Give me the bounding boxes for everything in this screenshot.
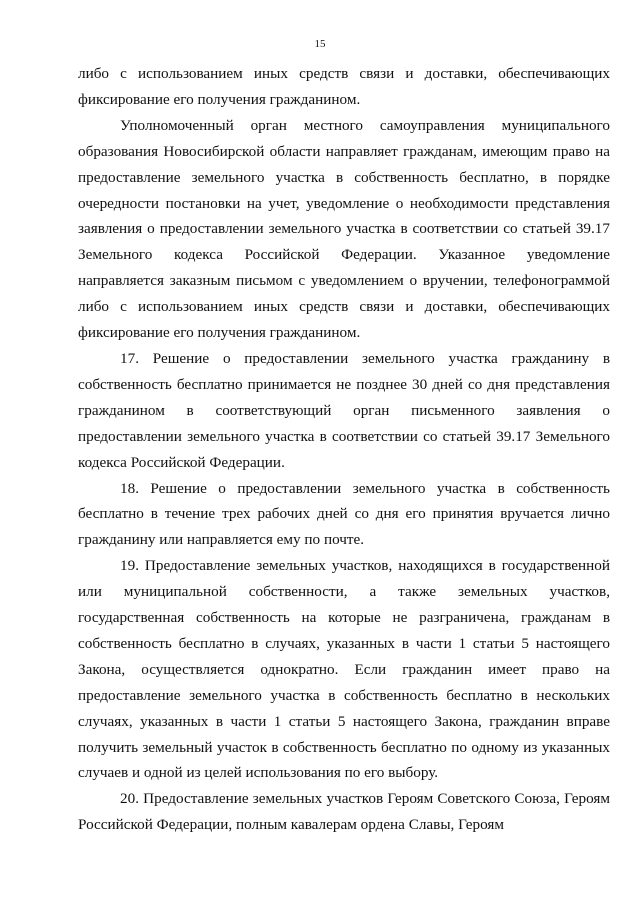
page-number: 15	[314, 38, 326, 50]
paragraph-item-17: 17. Решение о предоставлении земельного участка гражданину в собственность бесплатно принимается не позднее 30 дней со дня представления гражданином в соответствующий орган письменного заявления о предоставлении земельного участка в соответствии со статьей 39.17 Земельного кодекса Российской Федерации.	[78, 349, 610, 471]
paragraph-item-20: 20. Предоставление земельных участков Героям Советского Союза, Героям Российской Федерации, полным кавалерам ордена Славы, Героям	[78, 790, 610, 834]
paragraph-notification: Уполномоченный орган местного самоуправления муниципального образования Новосибирской области направляет гражданам, имеющим право на предоставление земельного участка в собственность бесплатно, в порядке очередности постановки на учет, уведомление о необходимости представления заявления о предоставлении земельного участка в соответствии со статьей 39.17 Земельного кодекса Российской Федерации. Указанное уведомление направляется заказным письмом с уведомлением о вручении, телефонограммой либо с использованием иных средств связи и доставки, обеспечивающих фиксирование его получения гражданином.	[78, 116, 610, 342]
paragraph-item-18: 18. Решение о предоставлении земельного участка в собственность бесплатно в течение трех рабочих дней со дня его принятия вручается лично гражданину или направляется ему по почте.	[78, 479, 610, 549]
paragraph-item-19: 19. Предоставление земельных участков, находящихся в государственной или муниципальной собственности, а также земельных участков, государственная собственность на которые не разграничена, гражданам в собственность бесплатно в случаях, указанных в части 1 статьи 5 настоящего Закона, осуществляется однократно. Если гражданин имеет право на предоставление земельного участка в собственность бесплатно в нескольких случаях, указанных в части 1 статьи 5 настоящего Закона, гражданин вправе получить земельный участок в собственность бесплатно по одному из указанных случаев и одной из целей использования по его выбору.	[78, 557, 610, 782]
paragraph-continuation: либо с использованием иных средств связи и доставки, обеспечивающих фиксирование его получения гражданином.	[78, 65, 610, 108]
document-body	[78, 61, 610, 838]
